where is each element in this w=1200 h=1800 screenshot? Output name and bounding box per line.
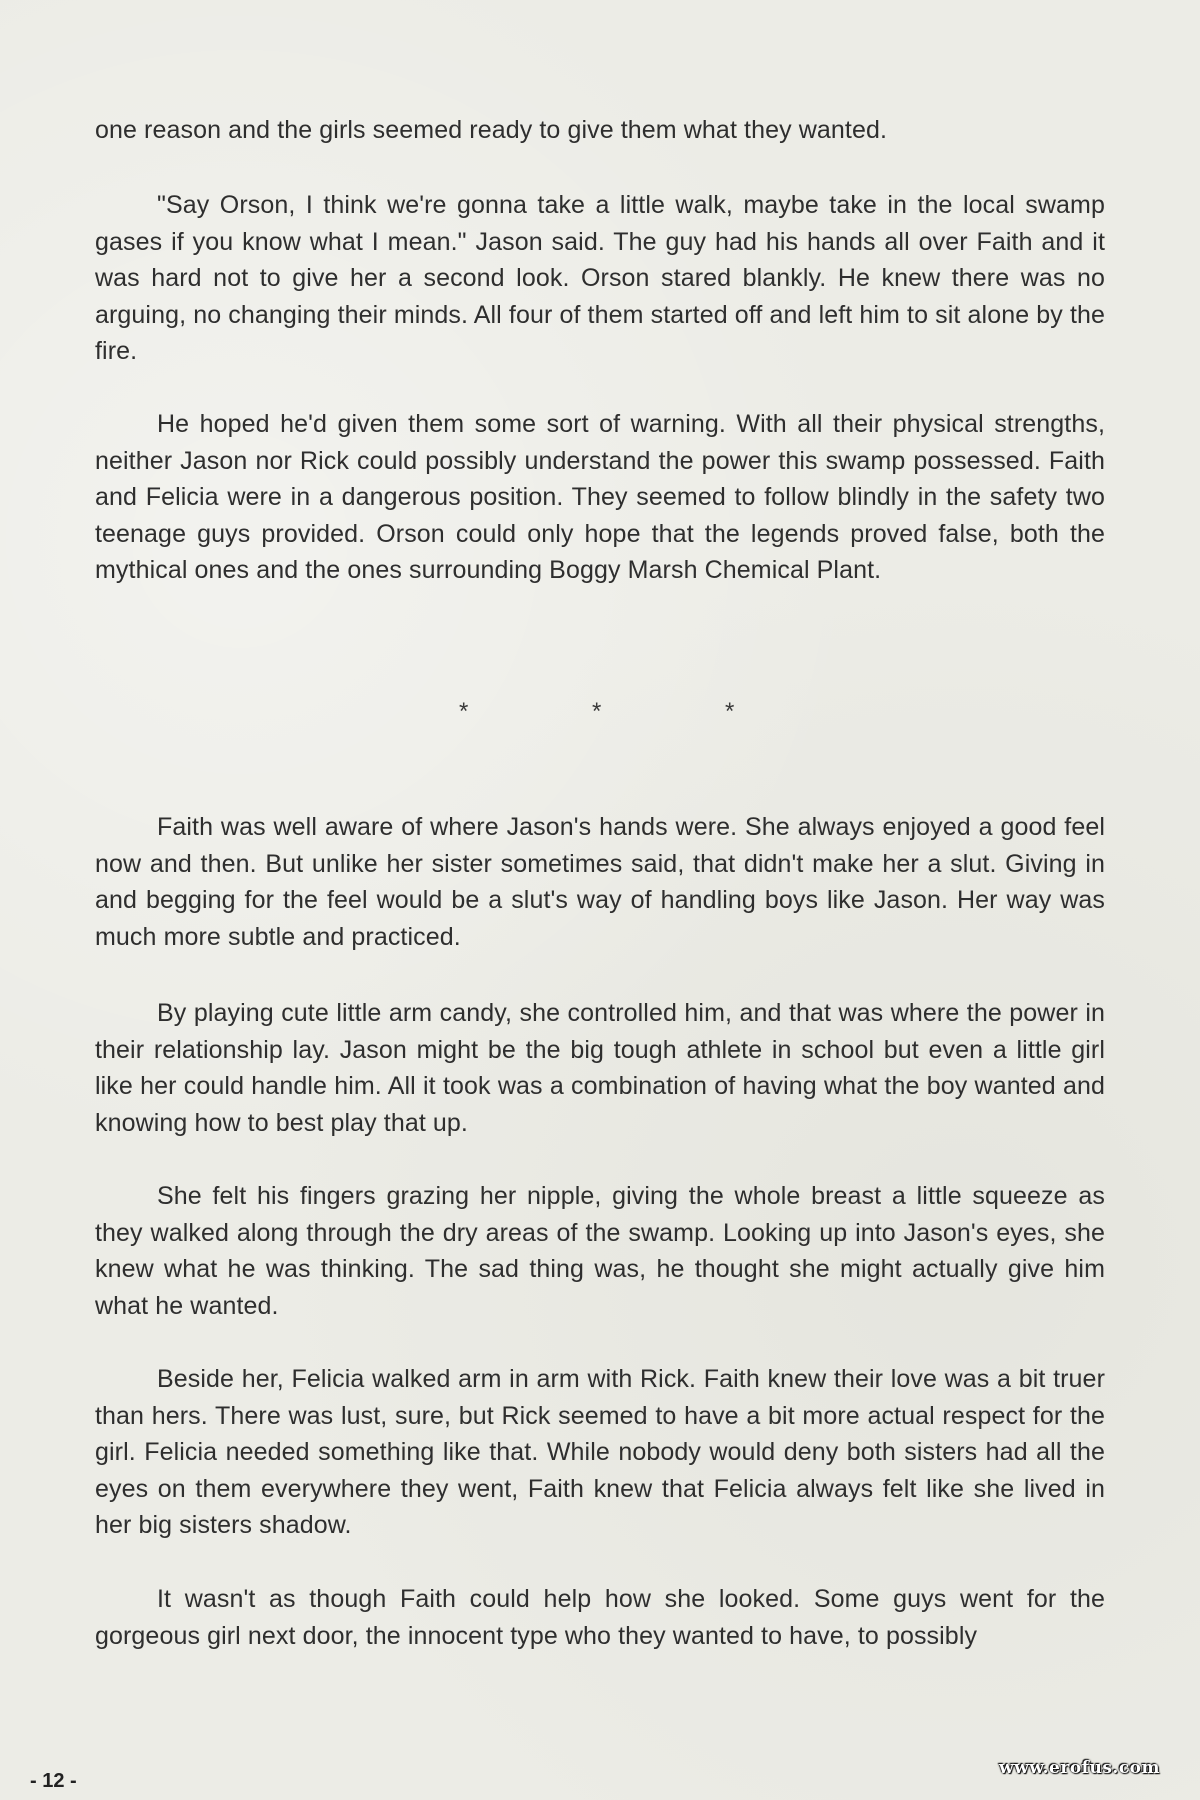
paragraph-7: Beside her, Felicia walked arm in arm with Rick. Faith knew their love was a bit truer than hers. There was lust, sure, but Rick seemed to have a bit more actual respect for the girl. Felicia needed something like that. While nobody would deny both sisters had all the eyes on them everywhere they went, Faith knew that Felicia always felt like she lived in her big sisters shadow.	[95, 1365, 1105, 1540]
scene-break	[95, 698, 1105, 728]
watermark: www.erofus.com	[998, 1758, 1160, 1778]
paragraph-2: "Say Orson, I think we're gonna take a little walk, maybe take in the local swamp gases if you know what I mean." Jason said. The guy had his hands all over Faith and it was hard not to give her a second look. Orson stared blankly. He knew there was no arguing, no changing their minds. All four of them started off and left him to sit alone by the fire.	[95, 191, 1105, 366]
paragraph-8: It wasn't as though Faith could help how she looked. Some guys went for the gorgeous girl next door, the innocent type who they wanted to have, to possibly	[95, 1585, 1105, 1650]
page-number: - 12 -	[30, 1770, 77, 1792]
paragraph-6: She felt his fingers grazing her nipple, giving the whole breast a little squeeze as they walked along through the dry areas of the swamp. Looking up into Jason's eyes, she knew what he was thinking. The sad thing was, he thought she might actually give him what he wanted.	[95, 1182, 1105, 1320]
text-column	[95, 0, 1105, 1800]
scene-break-asterisk: *	[459, 698, 469, 725]
paragraph-3: He hoped he'd given them some sort of warning. With all their physical strengths, neither Jason nor Rick could possibly understand the power this swamp possessed. Faith and Felicia were in a dangerous position. They seemed to follow blindly in the safety two teenage guys provided. Orson could only hope that the legends proved false, both the mythical ones and the ones surrounding Boggy Marsh Chemical Plant.	[95, 410, 1105, 585]
scene-break-asterisk: *	[725, 698, 735, 725]
paragraph-4: Faith was well aware of where Jason's hands were. She always enjoyed a good feel now and then. But unlike her sister sometimes said, that didn't make her a slut. Giving in and begging for the feel would be a slut's way of handling boys like Jason. Her way was much more subtle and practiced.	[95, 813, 1105, 951]
scene-break-asterisk: *	[592, 698, 602, 725]
paragraph-5: By playing cute little arm candy, she controlled him, and that was where the power in their relationship lay. Jason might be the big tough athlete in school but even a little girl like her could handle him. All it took was a combination of having what the boy wanted and knowing how to best play that up.	[95, 999, 1105, 1137]
paragraph-1: one reason and the girls seemed ready to give them what they wanted.	[95, 116, 887, 144]
